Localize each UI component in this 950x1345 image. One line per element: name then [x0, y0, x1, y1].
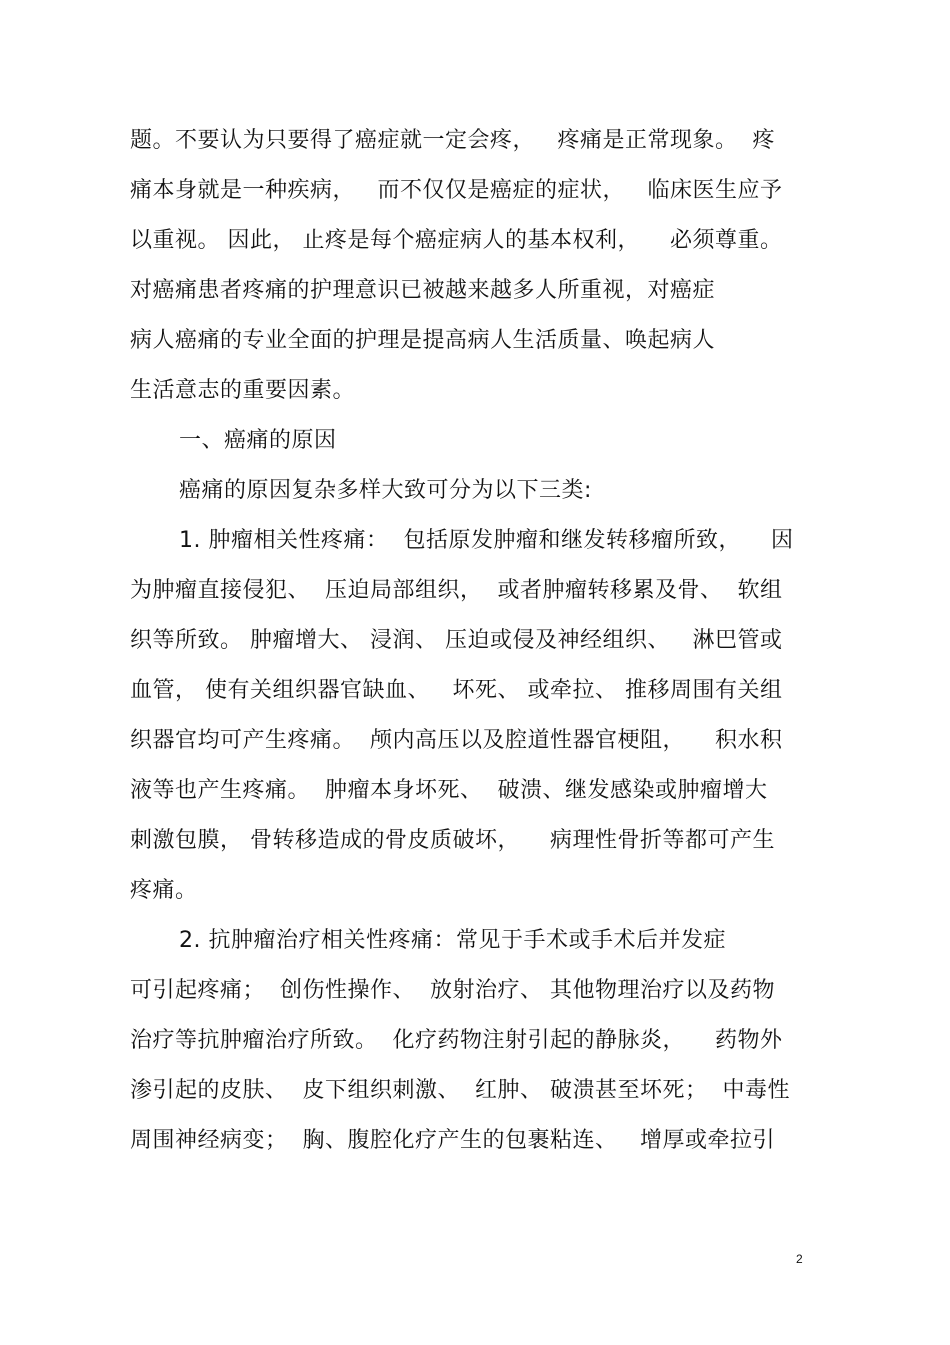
text-line: 液等也产生疼痛。 肿瘤本身坏死、 破溃、继发感染或肿瘤增大	[130, 778, 768, 803]
text-line: 病人癌痛的专业全面的护理是提高病人生活质量、唤起病人	[130, 328, 716, 353]
text-line: 2. 抗肿瘤治疗相关性疼痛：常见于手术或手术后并发症	[179, 928, 726, 953]
text-line: 渗引起的皮肤、 皮下组织刺激、 红肿、 破溃甚至坏死； 中毒性	[130, 1078, 790, 1103]
text-line: 对癌痛患者疼痛的护理意识已被越来越多人所重视，对癌症	[130, 278, 716, 303]
text-line: 癌痛的原因复杂多样大致可分为以下三类:	[179, 478, 592, 503]
text-line: 织器官均可产生疼痛。 颅内高压以及腔道性器官梗阻， 积水积	[130, 728, 783, 753]
text-line: 为肿瘤直接侵犯、 压迫局部组织， 或者肿瘤转移累及骨、 软组	[130, 578, 783, 603]
section-heading: 一、癌痛的原因	[179, 428, 337, 453]
text-line: 疼痛。	[130, 878, 198, 903]
text-line: 痛本身就是一种疾病， 而不仅仅是癌症的症状， 临床医生应予	[130, 178, 783, 203]
text-line: 治疗等抗肿瘤治疗所致。 化疗药物注射引起的静脉炎， 药物外	[130, 1028, 783, 1053]
text-line: 生活意志的重要因素。	[130, 378, 356, 403]
text-line: 可引起疼痛； 创伤性操作、 放射治疗、 其他物理治疗以及药物	[130, 978, 775, 1003]
text-line: 1. 肿瘤相关性疼痛： 包括原发肿瘤和继发转移瘤所致， 因	[179, 528, 794, 553]
text-line: 周围神经病变； 胸、腹腔化疗产生的包裹粘连、 增厚或牵拉引	[130, 1128, 775, 1153]
text-line: 血管， 使有关组织器官缺血、 坏死、 或牵拉、 推移周围有关组	[130, 678, 783, 703]
text-line: 织等所致。 肿瘤增大、 浸润、 压迫或侵及神经组织、 淋巴管或	[130, 628, 783, 653]
text-line: 以重视。 因此， 止疼是每个癌症病人的基本权利， 必须尊重。	[130, 228, 783, 253]
text-line: 题。不要认为只要得了癌症就一定会疼， 疼痛是正常现象。 疼	[130, 128, 775, 153]
text-line: 刺激包膜， 骨转移造成的骨皮质破坏， 病理性骨折等都可产生	[130, 828, 775, 853]
page-number: 2	[796, 1252, 803, 1266]
